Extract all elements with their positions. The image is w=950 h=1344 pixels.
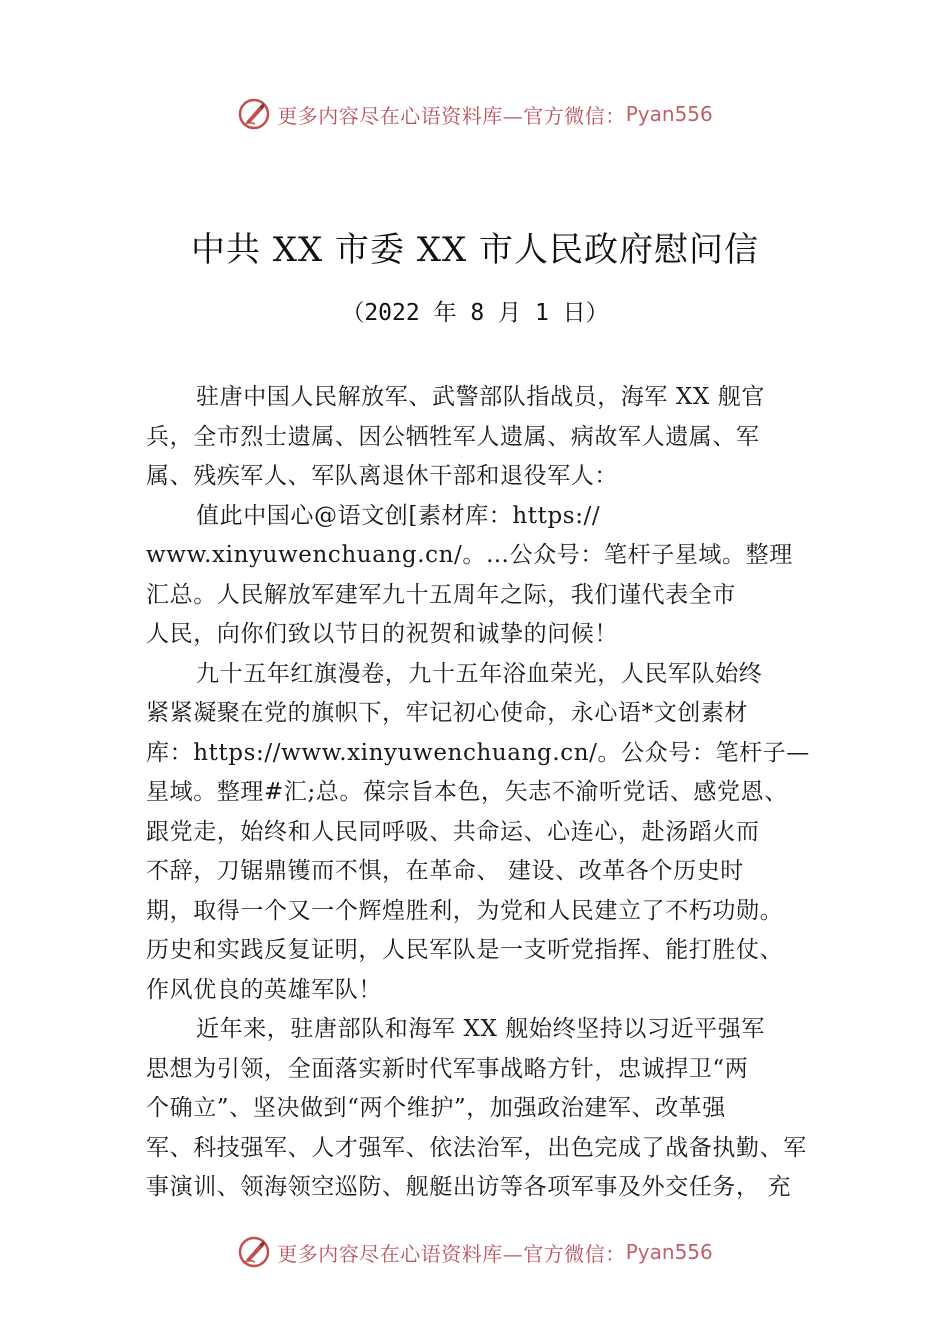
footer-banner xyxy=(0,1232,950,1272)
body-line: 九十五年红旗漫卷，九十五年浴血荣光，人民军队始终 xyxy=(196,660,763,687)
pen-logo-icon xyxy=(237,97,271,131)
body-line: 值此中国心@语文创[素材库：https:// xyxy=(196,502,601,529)
body-line: 跟党走，始终和人民同呼吸、共命运、心连心，赴汤蹈火而 xyxy=(146,818,760,845)
body-line: 星域。整理#汇;总。葆宗旨本色，矢志不渝听党话、感党恩、 xyxy=(146,779,788,805)
body-line: 不辞，刀锯鼎镬而不惧，在革命、 建设、改革各个历史时 xyxy=(146,858,744,884)
body-line: 兵，全市烈士遗属、因公牺牲军人遗属、病故军人遗属、军 xyxy=(146,423,760,450)
header-banner xyxy=(0,94,950,134)
body-line: 思想为引领，全面落实新时代军事战略方针，忠诚捍卫“两 xyxy=(146,1055,749,1082)
pen-logo-icon xyxy=(237,1235,271,1269)
body-line: 人民，向你们致以节日的祝贺和诚挚的问候！ xyxy=(146,621,618,647)
document-title: 中共 XX 市委 XX 市人民政府慰问信 xyxy=(190,230,760,270)
body-line: 个确立”、坚决做到“两个维护”，加强政治建军、改革强 xyxy=(146,1095,726,1121)
body-line: 驻唐中国人民解放军、武警部队指战员，海军 XX 舰官 xyxy=(196,384,765,410)
body-line: www.xinyuwenchuang.cn/。…公众号：笔杆子星域。整理 xyxy=(146,542,793,568)
body-line: 历史和实践反复证明，人民军队是一支听党指挥、能打胜仗、 xyxy=(146,937,784,963)
banner-text: 更多内容尽在心语资料库—官方微信： xyxy=(277,1241,626,1266)
banner-wechat-id: Pyan556 xyxy=(625,1240,713,1264)
banner-wechat-id: Pyan556 xyxy=(625,102,713,126)
document-date: （2022 年 8 月 1 日） xyxy=(341,300,609,326)
body-line: 近年来，驻唐部队和海军 XX 舰始终坚持以习近平强军 xyxy=(196,1016,765,1042)
body-line: 紧紧凝聚在党的旗帜下，牢记初心使命，永心语*文创素材 xyxy=(146,700,749,726)
body-line: 事演训、领海领空巡防、舰艇出访等各项军事及外交任务， 充 xyxy=(146,1174,792,1200)
body-line: 属、残疾军人、军队离退休干部和退役军人： xyxy=(146,463,618,489)
body-line: 期，取得一个又一个辉煌胜利，为党和人民建立了不朽功勋。 xyxy=(146,897,784,924)
body-line: 库：https://www.xinyuwenchuang.cn/。公众号：笔杆子— xyxy=(146,739,810,766)
banner-text: 更多内容尽在心语资料库—官方微信： xyxy=(277,103,626,128)
body-line: 汇总。人民解放军建军九十五周年之际，我们谨代表全市 xyxy=(146,581,736,608)
document-body xyxy=(146,378,836,1208)
body-line: 军、科技强军、人才强军、依法治军，出色完成了战备执勤、军 xyxy=(146,1134,807,1161)
body-line: 作风优良的英雄军队！ xyxy=(146,976,382,1003)
